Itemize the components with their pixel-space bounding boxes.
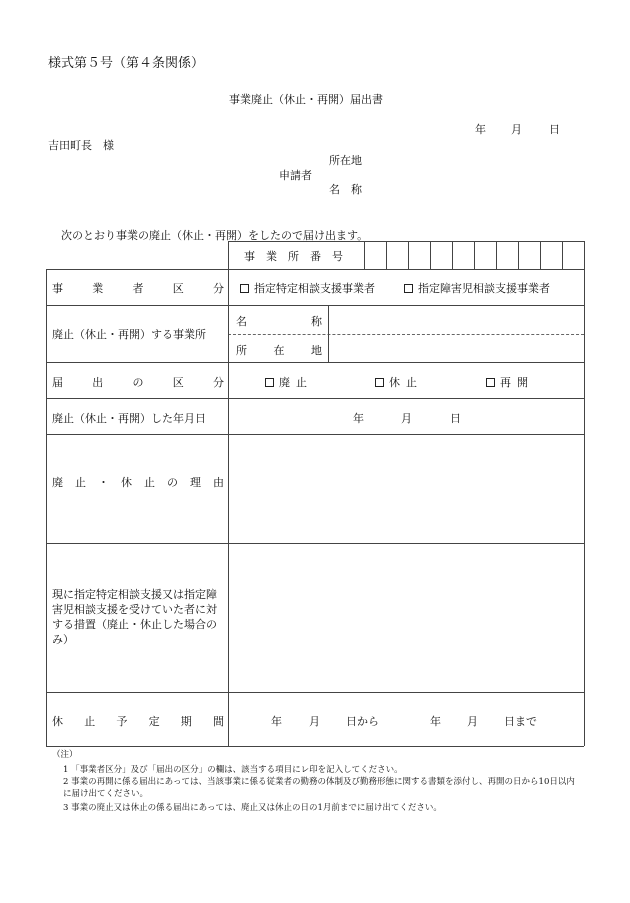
- applicant-name-label: 名 称: [329, 183, 362, 196]
- option-abolish[interactable]: 廃止: [265, 374, 313, 390]
- facility-label: 廃止（休止・再開）する事業所: [52, 328, 206, 341]
- office-number-label: 事 業 所 番 号: [244, 250, 343, 263]
- measures-field[interactable]: [229, 544, 584, 692]
- notice-type-label: 届 出 の 区 分: [52, 376, 224, 389]
- date-row-field[interactable]: 年 月 日: [353, 412, 461, 425]
- business-type-label: 事 業 者 区 分: [52, 282, 224, 295]
- facility-name-label: 名 称: [236, 315, 322, 328]
- applicant-address-label: 所在地: [329, 154, 362, 167]
- period-label: 休 止 予 定 期 間: [52, 715, 224, 728]
- checkbox-icon[interactable]: [240, 284, 249, 293]
- intro-text: 次のとおり事業の廃止（休止・再開）をしたので届け出ます。: [61, 229, 369, 242]
- note-2: 2 事業の再開に係る届出にあっては、当該事業に係る従業者の勤務の体制及び勤務形態に関する書類を添付し、再開の日から10日以内に届け出てください。: [63, 777, 575, 799]
- date-day-label: 日: [549, 123, 560, 136]
- checkbox-icon[interactable]: [404, 284, 413, 293]
- facility-address-field[interactable]: [330, 336, 582, 361]
- checkbox-icon[interactable]: [375, 378, 384, 387]
- office-number-boxes[interactable]: [364, 242, 584, 269]
- reason-field[interactable]: [229, 435, 584, 543]
- option-specified-consultation[interactable]: 指定特定相談支援事業者: [240, 280, 375, 296]
- notes-heading: （注）: [52, 750, 78, 760]
- measures-label: 現に指定特定相談支援又は指定障害児相談支援を受けていた者に対する措置（廃止・休止した場合のみ）: [52, 588, 217, 646]
- facility-address-label: 所 在 地: [236, 344, 322, 357]
- checkbox-icon[interactable]: [486, 378, 495, 387]
- applicant-label: 申請者: [279, 169, 312, 182]
- option-resume[interactable]: 再開: [486, 374, 534, 390]
- facility-name-field[interactable]: [330, 307, 582, 333]
- note-3: 3 事業の廃止又は休止の係る届出にあっては、廃止又は休止の日の1月前までに届け出てください。: [63, 803, 442, 813]
- date-month-label: 月: [511, 123, 522, 136]
- form-number: 様式第５号（第４条関係）: [48, 56, 205, 71]
- addressee: 吉田町長 様: [48, 139, 114, 152]
- date-year-label: 年: [475, 123, 486, 136]
- note-1: 1 「事業者区分」及び「届出の区分」の欄は、該当する項目にレ印を記入してください。: [63, 765, 403, 775]
- reason-label: 廃 止 ・ 休 止 の 理 由: [52, 476, 224, 489]
- form-title: 事業廃止（休止・再開）届出書: [229, 93, 383, 106]
- option-child-consultation[interactable]: 指定障害児相談支援事業者: [404, 280, 550, 296]
- option-suspend[interactable]: 休止: [375, 374, 423, 390]
- checkbox-icon[interactable]: [265, 378, 274, 387]
- date-row-label: 廃止（休止・再開）した年月日: [52, 412, 206, 425]
- period-field[interactable]: 年 月 日から 年 月 日まで: [271, 715, 537, 728]
